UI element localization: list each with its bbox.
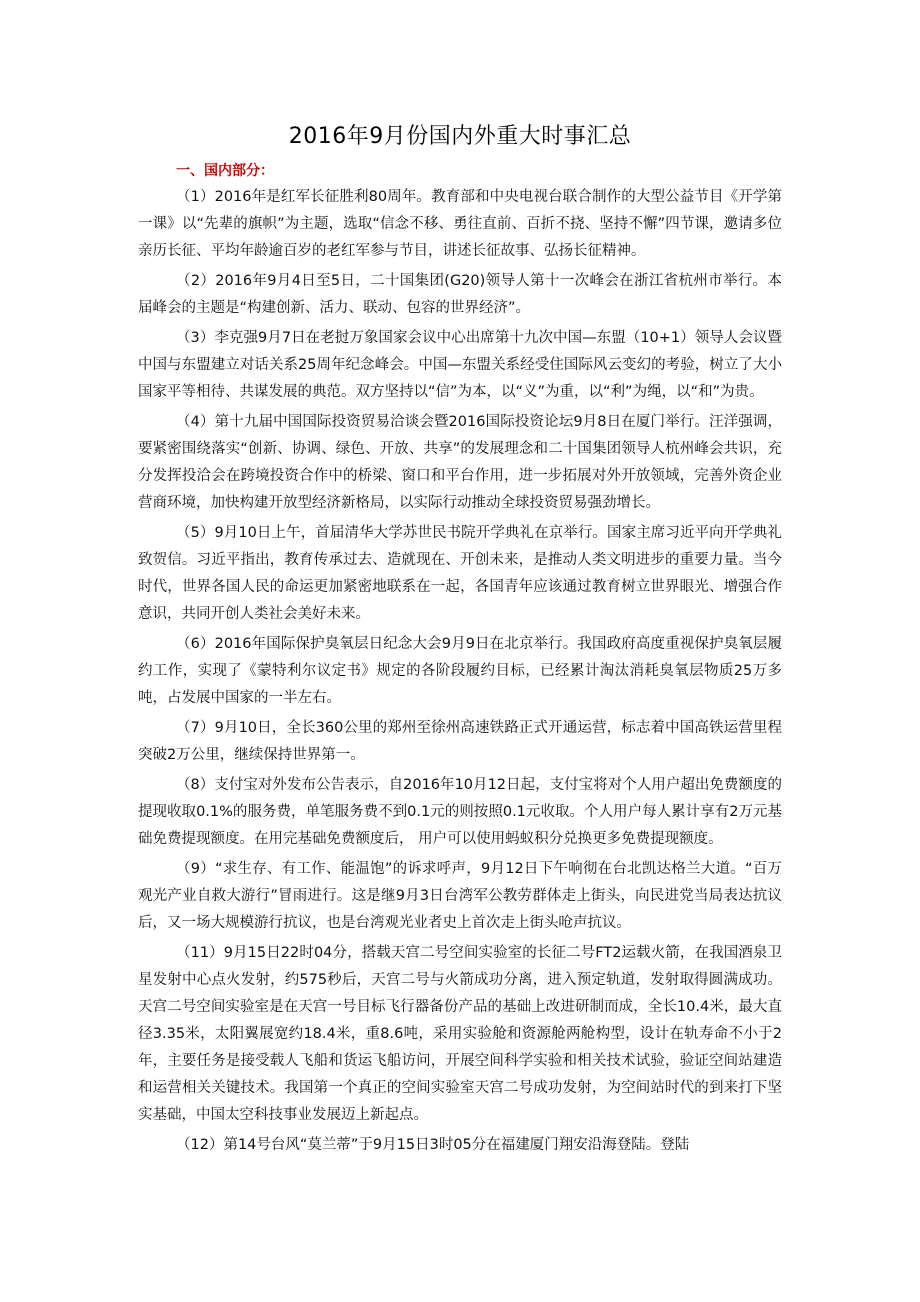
paragraph-11: （11）9月15日22时04分，搭载天宫二号空间实验室的长征二号FT2运载火箭，在我国酒泉卫星发射中心点火发射，约575秒后，天宫二号与火箭成功分离，进入预定轨道，发射取得圆满成功。天宫二号空间实验室是在天宫一号目标飞行器备份产品的基础上改进研制而成，全长10.4米，最大直径3.35米，太阳翼展宽约18.4米，重8.6吨，采用实验舱和资源舱两舱构型，设计在轨寿命不小于2年，主要任务是接受载人飞船和货运飞船访问，开展空间科学实验和相关技术试验，验证空间站建造和运营相关关键技术。我国第一个真正的空间实验室天宫二号成功发射，为空间站时代的到来打下坚实基础，中国太空科技事业发展迈上新起点。 bbox=[138, 945, 783, 1123]
document-body bbox=[138, 184, 782, 1162]
paragraph-4: （4）第十九届中国国际投资贸易洽谈会暨2016国际投资论坛9月8日在厦门举行。汪洋强调，要紧密围绕落实“创新、协调、绿色、开放、共享”的发展理念和二十国集团领导人杭州峰会共识，充分发挥投洽会在跨境投资合作中的桥梁、窗口和平台作用，进一步拓展对外开放领域，完善外资企业营商环境，加快构建开放型经济新格局，以实际行动推动全球投资贸易强劲增长。 bbox=[138, 414, 782, 511]
section-heading: 一、国内部分： bbox=[176, 163, 274, 179]
document-title: 2016年9月份国内外重大时事汇总 bbox=[288, 124, 632, 149]
paragraph-7: （7）9月10日，全长360公里的郑州至徐州高速铁路正式开通运营，标志着中国高铁运营里程突破2万公里，继续保持世界第一。 bbox=[138, 720, 782, 763]
paragraph-12: （12）第14号台风“莫兰蒂”于9月15日3时05分在福建厦门翔安沿海登陆。登陆 bbox=[176, 1137, 690, 1153]
paragraph-9: （9）“求生存、有工作、能温饱”的诉求呼声，9月12日下午响彻在台北凯达格兰大道。“百万观光产业自救大游行”冒雨进行。这是继9月3日台湾军公教劳群体走上街头，向民进党当局表达抗议后，又一场大规模游行抗议，也是台湾观光业者史上首次走上街头呛声抗议。 bbox=[138, 861, 782, 931]
paragraph-6: （6）2016年国际保护臭氧层日纪念大会9月9日在北京举行。我国政府高度重视保护臭氧层履约工作，实现了《蒙特利尔议定书》规定的各阶段履约目标，已经累计淘汰消耗臭氧层物质25万多吨，占发展中国家的一半左右。 bbox=[138, 636, 782, 706]
paragraph-3: （3）李克强9月7日在老挝万象国家会议中心出席第十九次中国—东盟（10+1）领导人会议暨中国与东盟建立对话关系25周年纪念峰会。中国—东盟关系经受住国际风云变幻的考验，树立了大小国家平等相待、共谋发展的典范。双方坚持以“信”为本，以“义”为重，以“利”为绳，以“和”为贵。 bbox=[138, 330, 782, 400]
paragraph-5: （5）9月10日上午，首届清华大学苏世民书院开学典礼在京举行。国家主席习近平向开学典礼致贺信。习近平指出，教育传承过去、造就现在、开创未来，是推动人类文明进步的重要力量。当今时代，世界各国人民的命运更加紧密地联系在一起，各国青年应该通过教育树立世界眼光、增强合作意识，共同开创人类社会美好未来。 bbox=[138, 525, 782, 622]
paragraph-1: （1）2016年是红军长征胜利80周年。教育部和中央电视台联合制作的大型公益节目《开学第一课》以“先辈的旗帜”为主题，选取“信念不移、勇往直前、百折不挠、坚持不懈”四节课，邀请多位亲历长征、平均年龄逾百岁的老红军参与节目，讲述长征故事、弘扬长征精神。 bbox=[138, 189, 782, 259]
paragraph-2: （2）2016年9月4日至5日，二十国集团(G20)领导人第十一次峰会在浙江省杭州市举行。本届峰会的主题是“构建创新、活力、联动、包容的世界经济”。 bbox=[138, 273, 782, 316]
paragraph-8: （8）支付宝对外发布公告表示，自2016年10月12日起，支付宝将对个人用户超出免费额度的提现收取0.1%的服务费，单笔服务费不到0.1元的则按照0.1元收取。个人用户每人累计享有2万元基础免费提现额度。在用完基础免费额度后， 用户可以使用蚂蚁积分兑换更多免费提现额度。 bbox=[138, 777, 782, 847]
